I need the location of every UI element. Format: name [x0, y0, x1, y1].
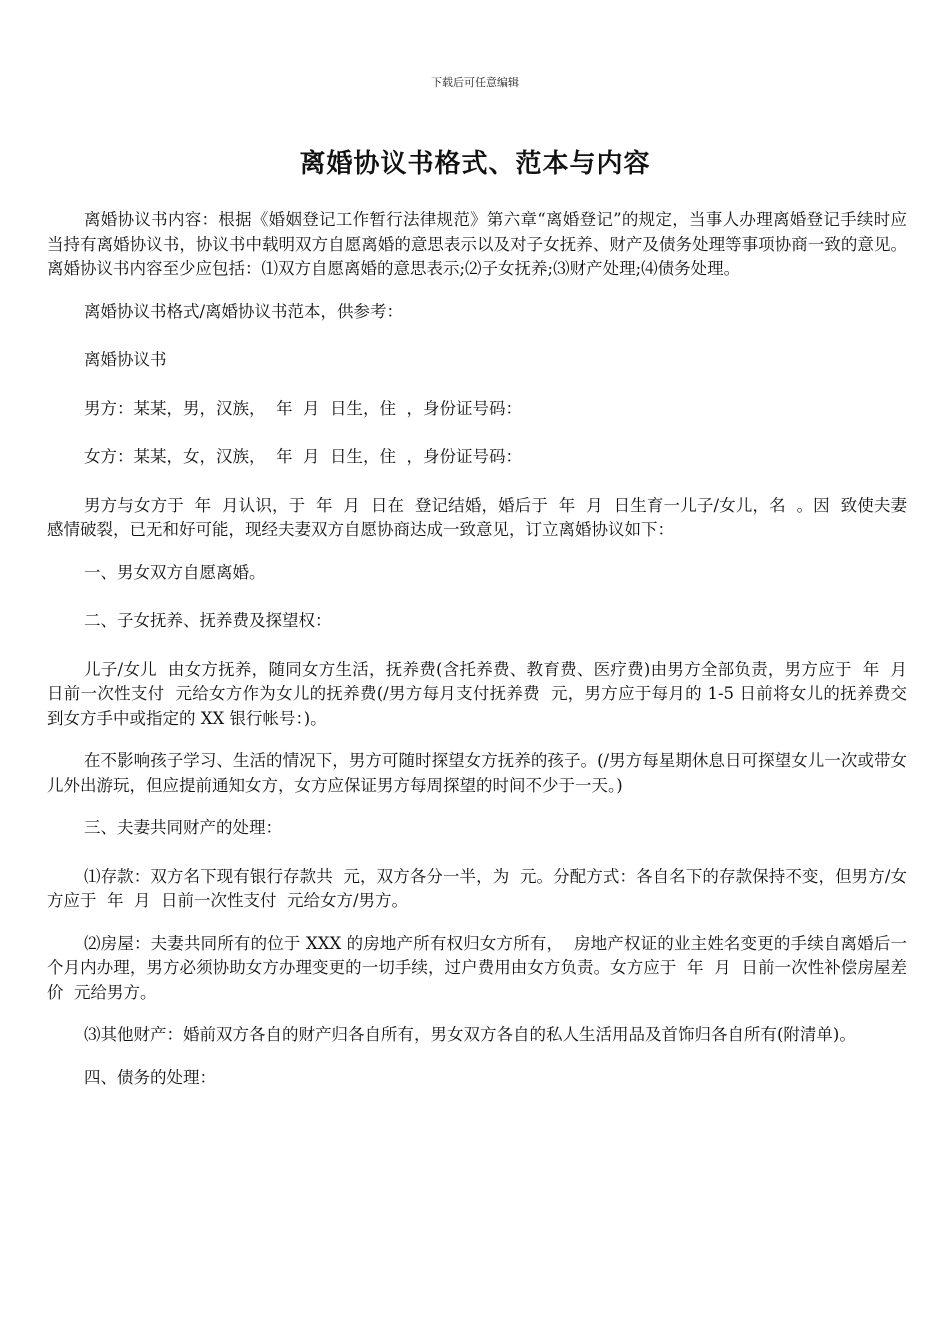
female-party-line: 女方：某某，女，汉族， 年 月 日生，住 ，身份证号码： — [84, 447, 522, 466]
clause-3-heading: 三、夫妻共同财产的处理： — [84, 818, 282, 837]
agreement-heading: 离婚协议书 — [84, 350, 167, 369]
clause-4-heading: 四、债务的处理： — [84, 1067, 216, 1087]
document-title: 离婚协议书格式、范本与内容 — [299, 149, 651, 179]
child-support-paragraph: 儿子/女儿 由女方抚养，随同女方生活，抚养费(含托养费、教育费、医疗费)由男方全部负责，男方应于 年 月 日前一次性支付 元给女方作为女儿的抚养费(/男方每月支付抚养费 元，男方应于每月的 1-5 日前将女儿的抚养费交到女方手中或指定的 XX 银行帐号：)。 — [47, 659, 918, 728]
other-property-paragraph: ⑶其他财产：婚前双方各自的财产归各自所有，男女双方各自的私人生活用品及首饰归各自所有(附清单)。 — [84, 1025, 856, 1044]
marriage-background-paragraph: 男方与女方于 年 月认识，于 年 月 日在 登记结婚，婚后于 年 月 日生育一儿子/女儿，名 。因 致使夫妻感情破裂，已无和好可能，现经夫妻双方自愿协商达成一致意见，订立离婚协议如下： — [47, 495, 907, 539]
reference-line: 离婚协议书格式/离婚协议书范本，供参考： — [84, 301, 404, 321]
house-paragraph: ⑵房屋：夫妻共同所有的位于 XXX 的房地产所有权归女方所有， 房地产权证的业主姓名变更的手续自离婚后一个月内办理，男方必须协助女方办理变更的一切手续，过户费用由女方负责。女方应于 年 月 日前一次性补偿房屋差价 元给男方。 — [47, 933, 907, 1002]
header-note: 下载后可任意编辑 — [431, 76, 519, 89]
clause-1: 一、男女双方自愿离婚。 — [84, 562, 266, 582]
visitation-paragraph: 在不影响孩子学习、生活的情况下，男方可随时探望女方抚养的孩子。(/男方每星期休息日可探望女儿一次或带女儿外出游玩，但应提前通知女方，女方应保证男方每周探望的时间不少于一天。) — [47, 751, 907, 795]
clause-2-heading: 二、子女抚养、抚养费及探望权： — [84, 611, 332, 630]
document-body — [47, 208, 918, 1114]
savings-paragraph: ⑴存款：双方名下现有银行存款共 元，双方各分一半，为 元。分配方式：各自名下的存款保持不变，但男方/女方应于 年 月 日前一次性支付 元给女方/男方。 — [47, 866, 907, 910]
intro-paragraph: 离婚协议书内容：根据《婚姻登记工作暂行法律规范》第六章“离婚登记”的规定，当事人办理离婚登记手续时应当持有离婚协议书，协议书中载明双方自愿离婚的意思表示以及对子女抚养、财产及债务处理等事项协商一致的意见。离婚协议书内容至少应包括：⑴双方自愿离婚的意思表示;⑵子女抚养;⑶财产处理;⑷债务处理。 — [47, 210, 907, 278]
male-party-line: 男方：某某，男，汉族， 年 月 日生，住 ，身份证号码： — [84, 398, 522, 418]
